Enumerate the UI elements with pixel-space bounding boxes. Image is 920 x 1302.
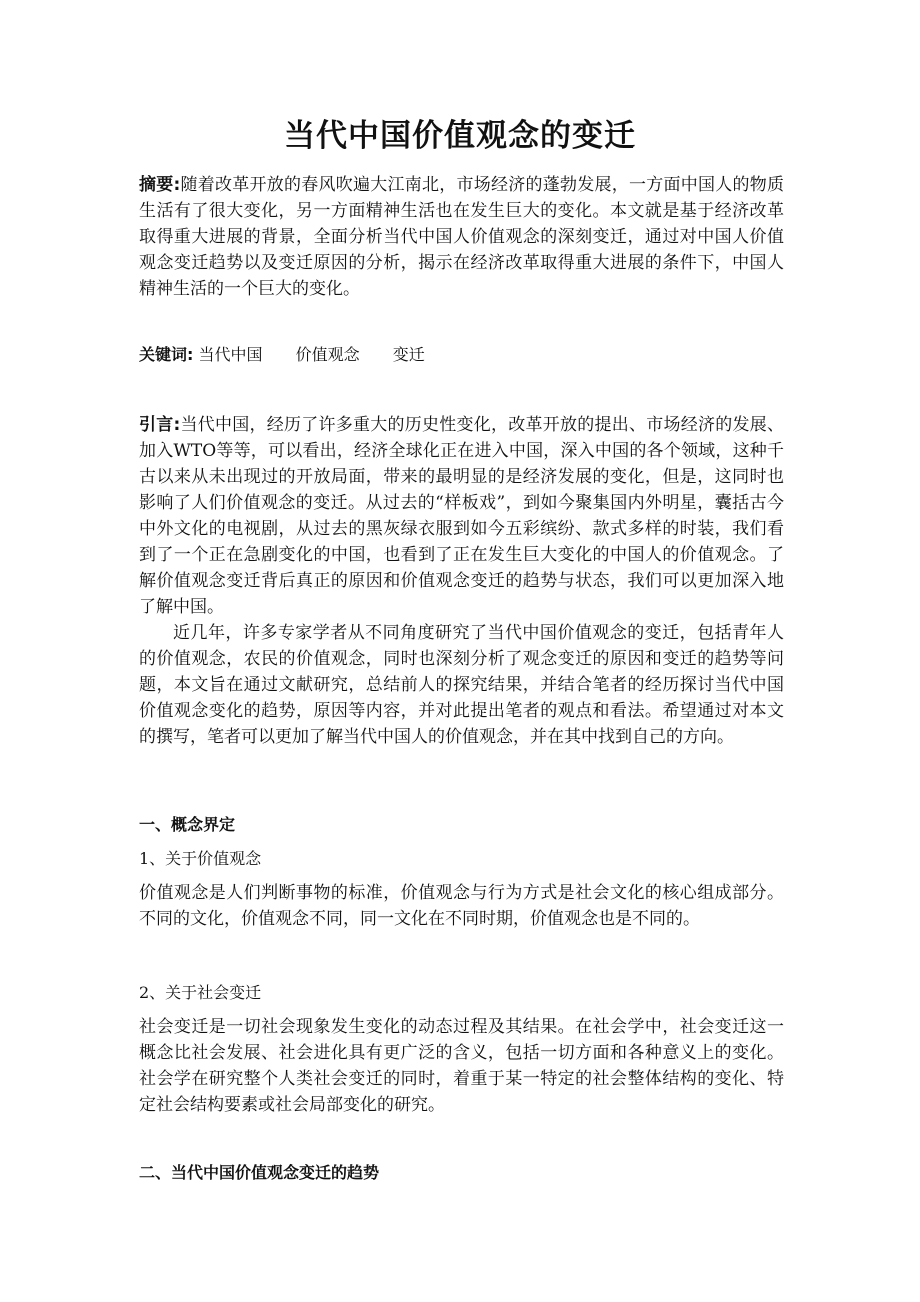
intro-label: 引言: (139, 415, 181, 435)
abstract-paragraph (139, 172, 784, 302)
keywords-row (139, 342, 453, 368)
section1-sub2-text: 社会变迁是一切社会现象发生变化的动态过程及其结果。在社会学中，社会变迁这一概念比社会发展、社会进化具有更广泛的含义，包括一切方面和各种意义上的变化。社会学在研究整个人类社会变迁的同时，着重于某一特定的社会整体结构的变化、特定社会结构要素或社会局部变化的研究。 (139, 1017, 784, 1115)
keyword-item: 当代中国 (198, 345, 263, 364)
keyword-item: 变迁 (392, 345, 425, 364)
intro-text: 当代中国，经历了许多重大的历史性变化，改革开放的提出、市场经济的发展、加入WTO等等，可以看出，经济全球化正在进入中国，深入中国的各个领域，这种千古以来从未出现过的开放局面，带来的最明显的是经济发展的变化，但是，这同时也影响了人们价值观念的变迁。从过去的“样板戏”，到如今聚集国内外明星，囊括古今中外文化的电视剧，从过去的黑灰绿衣服到如今五彩缤纷、款式多样的时装，我们看到了一个正在急剧变化的中国，也看到了正在发生巨大变化的中国人的价值观念。了解价值观念变迁背后真正的原因和价值观念变迁的趋势与状态，我们可以更加深入地了解中国。 (139, 415, 784, 617)
intro-paragraph (139, 412, 784, 620)
abstract-text: 随着改革开放的春风吹遍大江南北，市场经济的蓬勃发展，一方面中国人的物质生活有了很大变化，另一方面精神生活也在发生巨大的变化。本文就是基于经济改革取得重大进展的背景，全面分析当代中国人价值观念的深刻变迁，通过对中国人价值观念变迁趋势以及变迁原因的分析，揭示在经济改革取得重大进展的条件下，中国人精神生活的一个巨大的变化。 (139, 175, 784, 299)
section1-heading: 一、概念界定 (139, 815, 236, 834)
keyword-item: 价值观念 (295, 345, 360, 364)
intro-paragraph-2: 近几年，许多专家学者从不同角度研究了当代中国价值观念的变迁，包括青年人的价值观念，农民的价值观念，同时也深刻分析了观念变迁的原因和变迁的趋势等问题，本文旨在通过文献研究，总结前人的探究结果，并结合笔者的经历探讨当代中国价值观念变化的趋势，原因等内容，并对此提出笔者的观点和看法。希望通过对本文的撰写，笔者可以更加了解当代中国人的价值观念，并在其中找到自己的方向。 (139, 623, 784, 747)
section1-sub1-text: 价值观念是人们判断事物的标准，价值观念与行为方式是社会文化的核心组成部分。不同的文化，价值观念不同，同一文化在不同时期，价值观念也是不同的。 (139, 883, 784, 929)
abstract-label: 摘要: (139, 175, 181, 195)
section1-sub2-heading: 2、关于社会变迁 (139, 983, 262, 1002)
keywords-label: 关键词: (139, 345, 194, 364)
document-title: 当代中国价值观念的变迁 (284, 118, 636, 154)
section2-heading: 二、当代中国价值观念变迁的趋势 (139, 1163, 380, 1182)
section1-sub1-heading: 1、关于价值观念 (139, 849, 262, 868)
